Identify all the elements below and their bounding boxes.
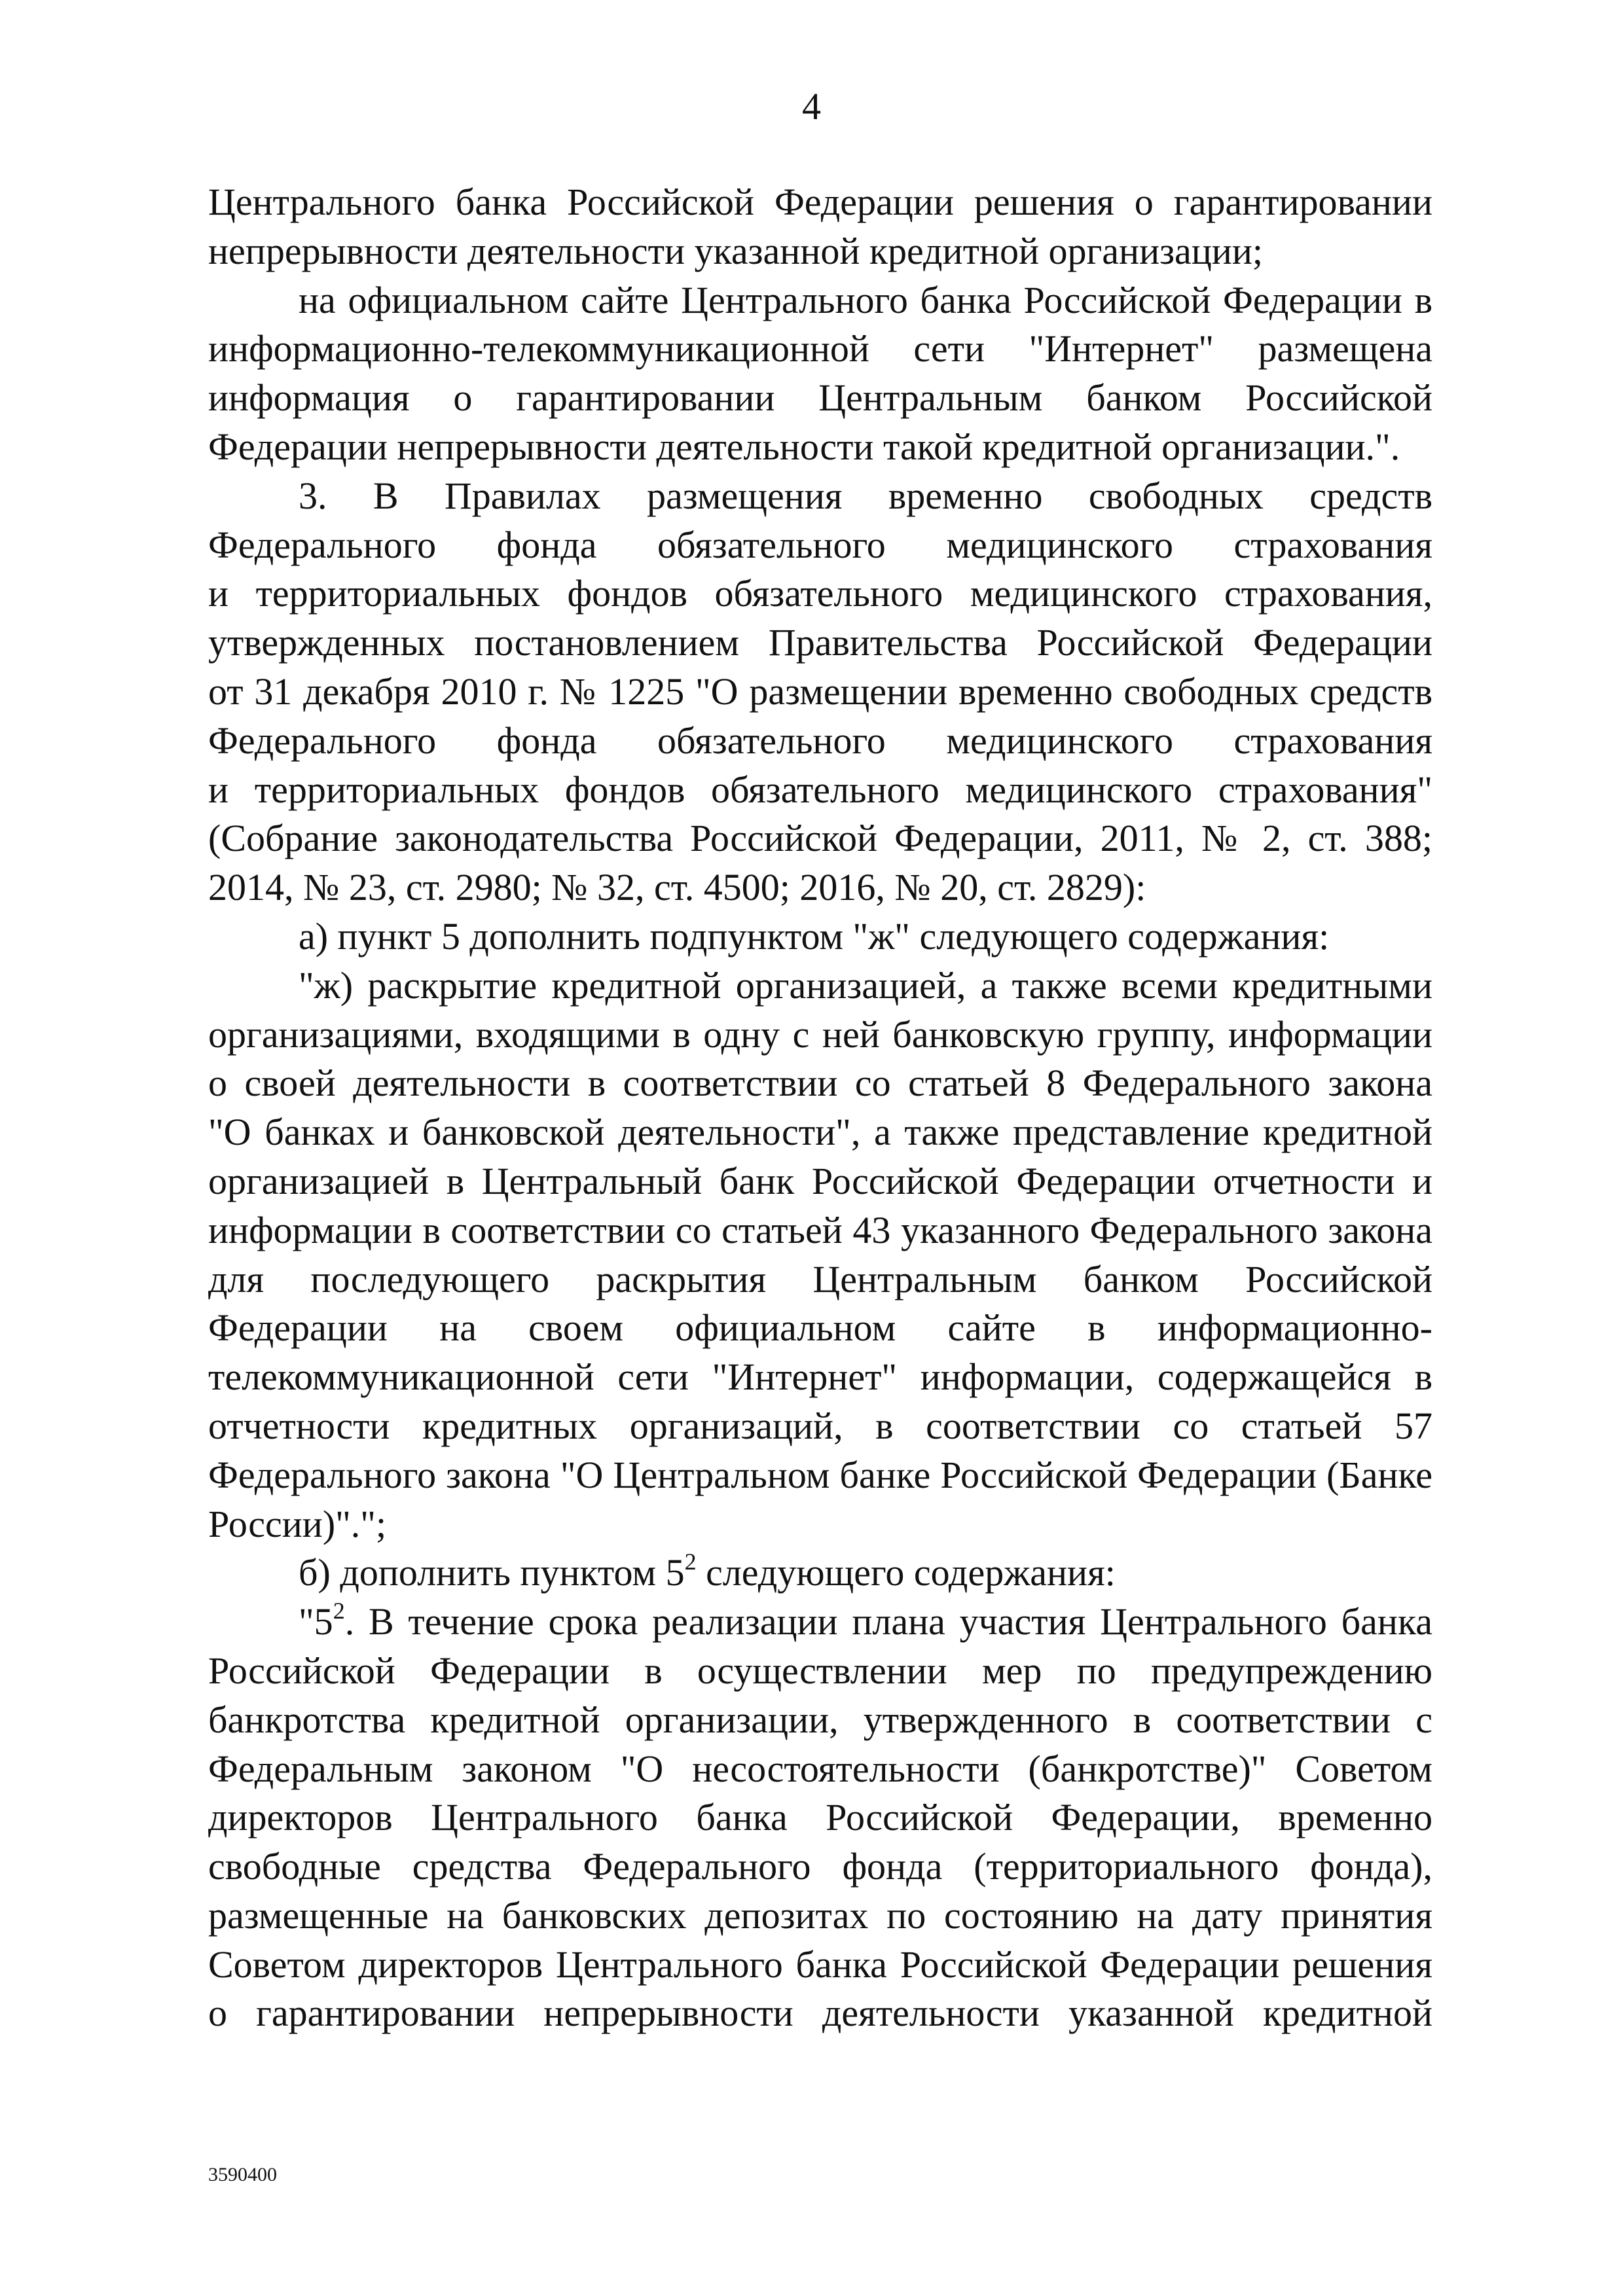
text-line: телекоммуникационной сети "Интернет" информации, содержащейся в (208, 1355, 1432, 1399)
text-line-end: следующего содержания: (696, 1551, 1116, 1594)
superscript: 2 (333, 1597, 345, 1624)
text-line: информационно-телекоммуникационной сети "Интернет" размещена (208, 327, 1432, 370)
text-line: "ж) раскрытие кредитной организацией, а также всеми кредитными (299, 963, 1432, 1007)
text-line-start: б) дополнить пунктом 5 (299, 1551, 685, 1594)
text-line: свободные средства Федерального фонда (территориального фонда), (208, 1845, 1432, 1888)
text-line: и территориальных фондов обязательного медицинского страхования, (208, 572, 1432, 615)
text-line: утвержденных постановлением Правительства Российской Федерации (208, 621, 1432, 664)
text-line: на официальном сайте Центрального банка Российской Федерации в (299, 278, 1432, 321)
text-line: Федерации на своем официальном сайте в информационно- (208, 1306, 1432, 1350)
text-line: директоров Центрального банка Российской Федерации, временно (208, 1796, 1432, 1839)
text-line: Федерального фонда обязательного медицинского страхования (208, 523, 1432, 566)
page-number: 4 (802, 85, 821, 128)
text-line: России)"."; (208, 1502, 387, 1545)
text-line: организациями, входящими в одну с ней банковскую группу, информации (208, 1013, 1432, 1056)
text-line: для последующего раскрытия Центральным банком Российской (208, 1257, 1432, 1300)
text-line: отчетности кредитных организаций, в соответствии со статьей 57 (208, 1404, 1432, 1447)
text-line: "О банках и банковской деятельности", а также представление кредитной (208, 1111, 1432, 1154)
text-line: Федеральным законом "О несостоятельности (банкротстве)" Советом (208, 1747, 1432, 1790)
document-body (208, 178, 1432, 2038)
document-code: 3590400 (208, 2164, 277, 2185)
text-line: информации в соответствии со статьей 43 указанного Федерального закона (208, 1208, 1432, 1251)
text-line: Российской Федерации в осуществлении мер по предупреждению (208, 1649, 1432, 1692)
text-line: Федерального закона "О Центральном банке Российской Федерации (Банке (208, 1453, 1432, 1496)
text-line: банкротства кредитной организации, утвержденного в соответствии с (208, 1698, 1432, 1741)
text-line: Федерации непрерывности деятельности такой кредитной организации.". (208, 425, 1400, 468)
text-line: 3. В Правилах размещения временно свободных средств (299, 474, 1432, 517)
text-line-end: . В течение срока реализации плана участия Центрального банка (344, 1600, 1432, 1643)
text-line: Советом директоров Центрального банка Российской Федерации решения (208, 1943, 1432, 1986)
text-line (208, 1549, 1432, 1598)
text-line: 2014, № 23, ст. 2980; № 32, ст. 4500; 2016, № 20, ст. 2829): (208, 866, 1146, 909)
text-line: о своей деятельности в соответствии со статьей 8 Федерального закона (208, 1062, 1432, 1105)
text-line (208, 1598, 1432, 1647)
text-line: организацией в Центральный банк Российской Федерации отчетности и (208, 1159, 1432, 1202)
text-line-start: "5 (299, 1600, 333, 1643)
text-line: и территориальных фондов обязательного медицинского страхования" (208, 768, 1432, 811)
text-line: Центрального банка Российской Федерации решения о гарантировании (208, 181, 1432, 223)
text-line: о гарантировании непрерывности деятельности указанной кредитной (208, 1992, 1432, 2035)
text-line: а) пункт 5 дополнить подпунктом "ж" следующего содержания: (299, 914, 1330, 958)
text-line: непрерывности деятельности указанной кредитной организации; (208, 229, 1264, 272)
text-line: информация о гарантировании Центральным банком Российской (208, 376, 1432, 420)
text-line: Федерального фонда обязательного медицинского страхования (208, 719, 1432, 762)
text-line: размещенные на банковских депозитах по состоянию на дату принятия (208, 1893, 1432, 1937)
superscript: 2 (684, 1548, 697, 1575)
text-line: (Собрание законодательства Российской Федерации, 2011, № 2, ст. 388; (208, 817, 1432, 860)
text-line: от 31 декабря 2010 г. № 1225 "О размещении временно свободных средств (208, 670, 1432, 713)
